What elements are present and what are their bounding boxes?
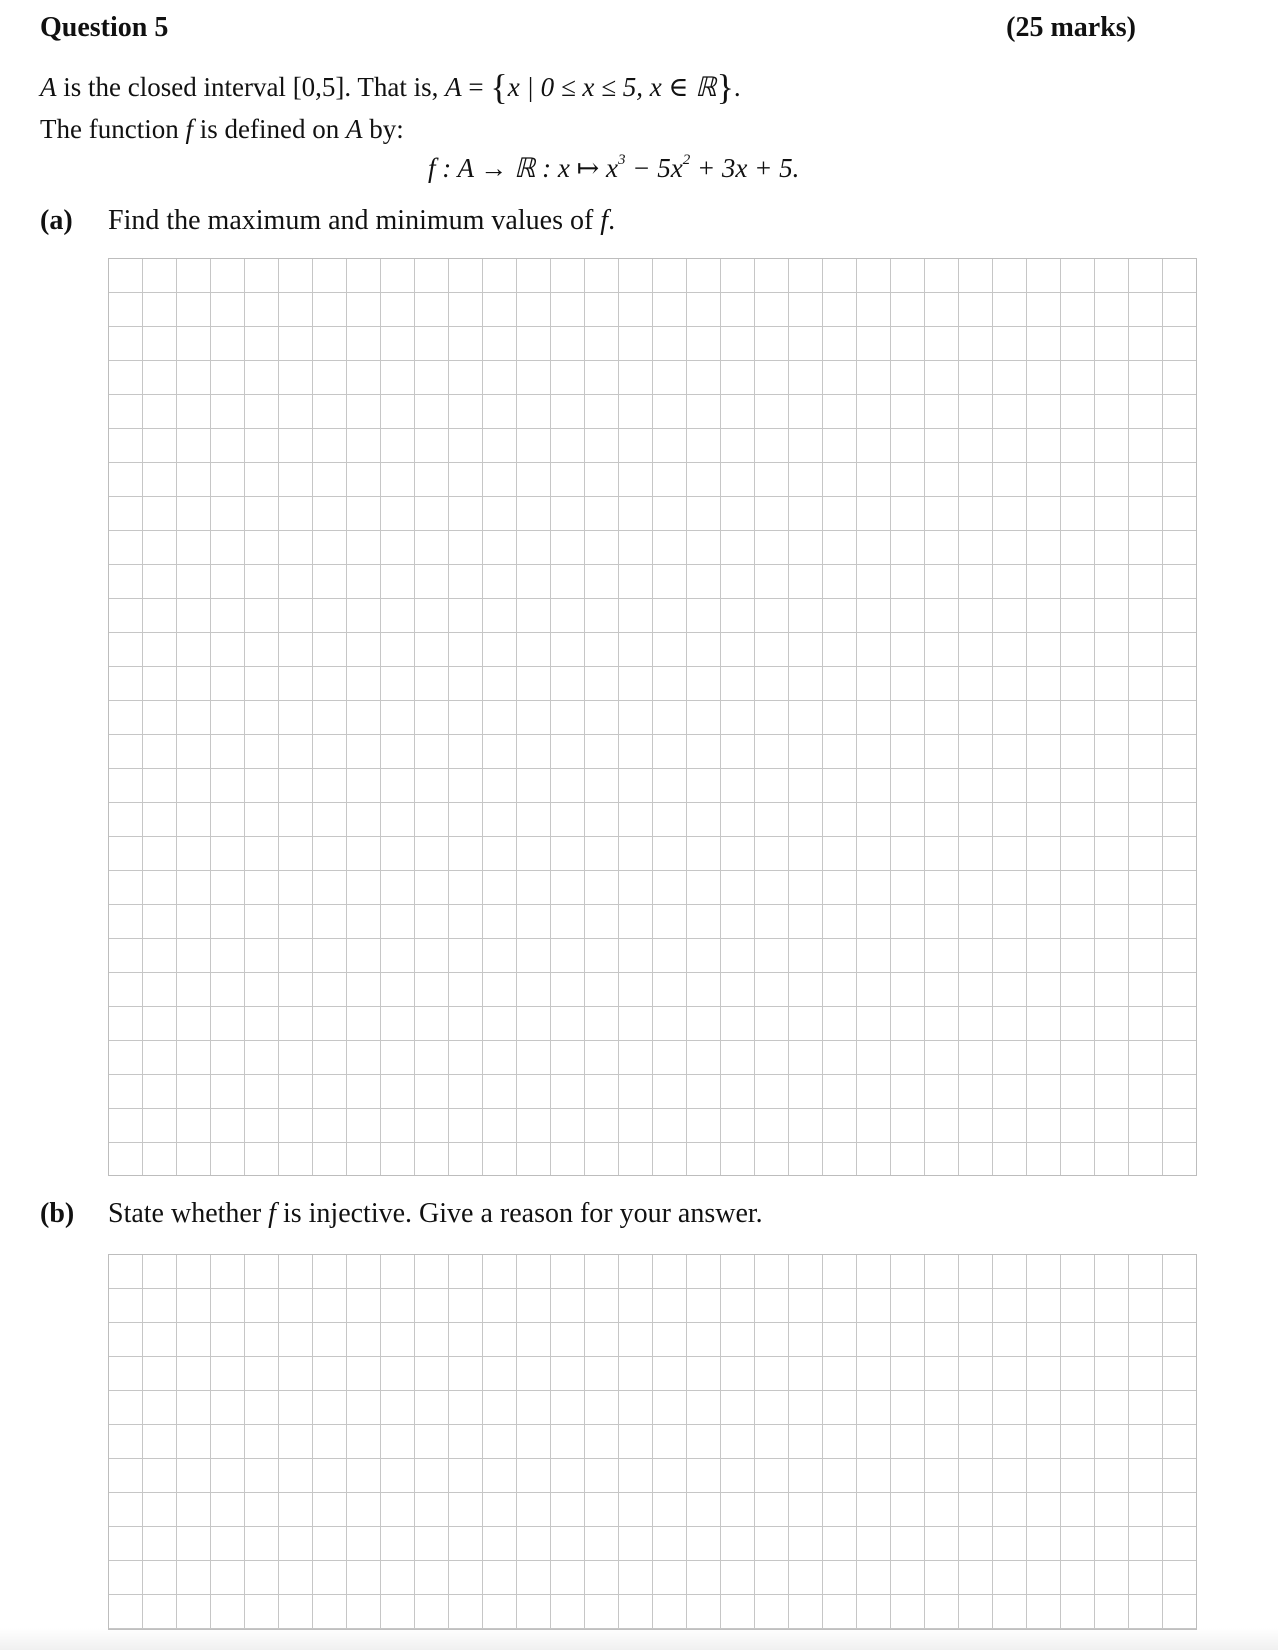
function-definition: [428, 152, 799, 184]
page-edge-shadow: [0, 1628, 1278, 1650]
set-period: .: [733, 72, 741, 102]
set-equals: =: [461, 72, 491, 102]
part-a-end: .: [608, 205, 616, 236]
set-builder: x | 0 ≤ x ≤ 5, x ∈ ℝ: [507, 72, 717, 102]
part-a-question: [108, 205, 615, 237]
intro-line2-text-2: is defined on: [192, 114, 346, 144]
part-b-text: State whether: [108, 1198, 269, 1229]
set-a-symbol: A: [40, 72, 57, 102]
interval: [0,5]: [292, 72, 345, 102]
intro-line2-text-3: by:: [362, 114, 404, 144]
intro-text: is the closed interval: [56, 72, 293, 102]
question-title: Question 5: [40, 12, 169, 43]
set-open-brace: {: [490, 67, 508, 107]
part-b-question: [108, 1198, 763, 1230]
function-lhs: f : A → ℝ : x ↦ x: [428, 153, 618, 183]
part-b-label: (b): [40, 1198, 75, 1229]
intro-line2-text: The function: [40, 114, 186, 144]
part-b-f: f: [268, 1198, 276, 1229]
part-a-text: Find the maximum and minimum values of: [108, 205, 601, 236]
part-b-text-2: is injective. Give a reason for your answer.: [275, 1198, 763, 1229]
set-a-symbol-2: A: [345, 114, 363, 144]
part-a-label: (a): [40, 205, 73, 236]
part-a-f: f: [600, 205, 609, 236]
exponent-3: 3: [617, 152, 626, 168]
intro-text-2: . That is,: [344, 72, 446, 102]
exponent-2: 2: [682, 152, 691, 168]
function-mid: − 5x: [625, 153, 683, 183]
function-rhs: + 3x + 5.: [690, 153, 800, 183]
question-marks: (25 marks): [1006, 12, 1136, 43]
answer-grid-a[interactable]: [108, 258, 1197, 1176]
function-symbol: f: [185, 114, 193, 144]
answer-grid-b[interactable]: [108, 1254, 1197, 1630]
intro-line-1: [40, 66, 741, 108]
intro-line-2: [40, 114, 404, 145]
set-close-brace: }: [716, 67, 734, 107]
set-lhs: A: [445, 72, 462, 102]
